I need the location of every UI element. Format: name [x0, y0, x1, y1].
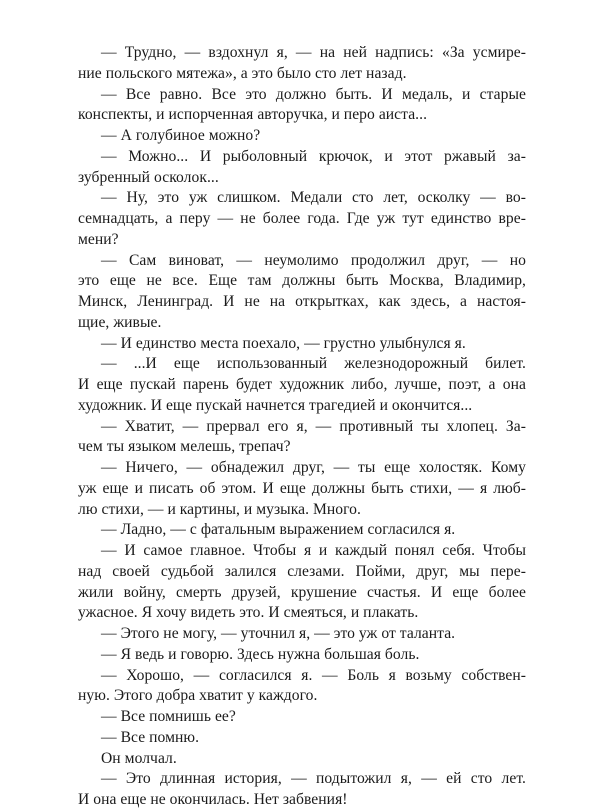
text-line: конспекты, и испорченная авторучка, и перо аиста...	[78, 106, 428, 124]
text-line: — ...И еще использованный железнодорожный билет.	[101, 355, 526, 373]
text-line: — Я ведь и говорю. Здесь нужна большая боль.	[101, 645, 420, 663]
text-line: — Все помню.	[101, 728, 200, 746]
text-line: ную. Этого добра хватит у каждого.	[78, 687, 318, 705]
text-line: уж еще и писать об этом. И еще должны быть стихи, — я люб-	[78, 479, 526, 497]
text-line: лю стихи, — и картины, и музыка. Много.	[78, 500, 361, 518]
text-line: — Ну, это уж слишком. Медали сто лет, осколку — во-	[101, 189, 526, 207]
text-line: чем ты языком мелешь, трепач?	[78, 438, 291, 456]
text-line: — И самое главное. Чтобы я и каждый понял себя. Чтобы	[101, 542, 526, 559]
text-line: ние польского мятежа», а это было сто лет назад.	[78, 64, 407, 82]
page-text	[78, 43, 526, 811]
text-line: над своей судьбой залился слезами. Пойми, друг, мы пере-	[78, 562, 526, 580]
text-line: — Трудно, — вздохнул я, — на ней надпись: «За усмире-	[101, 44, 526, 61]
text-line: мени?	[78, 230, 119, 248]
text-line: Он молчал.	[101, 749, 177, 767]
text-line: ужасное. Я хочу видеть это. И смеяться, и плакать.	[78, 604, 419, 622]
text-line: И она еще не окончилась. Нет забвения!	[78, 791, 348, 808]
text-line: семнадцать, а перу — не более года. Где уж тут единство вре-	[78, 210, 526, 227]
text-line: — Хватит, — прервал его я, — противный ты хлопец. За-	[101, 417, 526, 435]
text-line: Минск, Ленинград. И не на открытках, как здесь, а настоя-	[78, 293, 526, 310]
text-line: — Этого не могу, — уточнил я, — это уж от таланта.	[101, 625, 456, 642]
text-line: зубренный осколок...	[78, 168, 219, 186]
text-line: — Сам виноват, — неумолимо продолжил друг, — но	[101, 251, 526, 269]
text-line: это еще не все. Еще там должны быть Москва, Владимир,	[78, 272, 526, 290]
text-line: — Можно... И рыболовный крючок, и этот ржавый за-	[101, 147, 526, 165]
text-line: художник. И еще пускай начнется трагедией и окончится...	[78, 396, 473, 414]
text-line: — А голубиное можно?	[101, 127, 261, 144]
text-line: — Все равно. Все это должно быть. И медаль, и старые	[101, 85, 526, 103]
text-line: — Хорошо, — согласился я. — Боль я возьму собствен-	[101, 666, 526, 684]
text-line: И еще пускай парень будет художник либо, лучше, поэт, а она	[78, 376, 526, 393]
text-line: жили войну, смерть друзей, крушение счастья. И еще более	[78, 583, 526, 601]
text-line: щие, живые.	[78, 313, 162, 331]
text-line: — И единство места поехало, — грустно улыбнулся я.	[101, 334, 466, 352]
text-line: — Это длинная история, — подытожил я, — ей сто лет.	[101, 770, 526, 788]
text-line: — Ничего, — обнадежил друг, — ты еще холостяк. Кому	[101, 459, 526, 476]
text-line: — Все помнишь ее?	[101, 708, 236, 725]
text-line: — Ладно, — с фатальным выражением согласился я.	[101, 521, 456, 539]
